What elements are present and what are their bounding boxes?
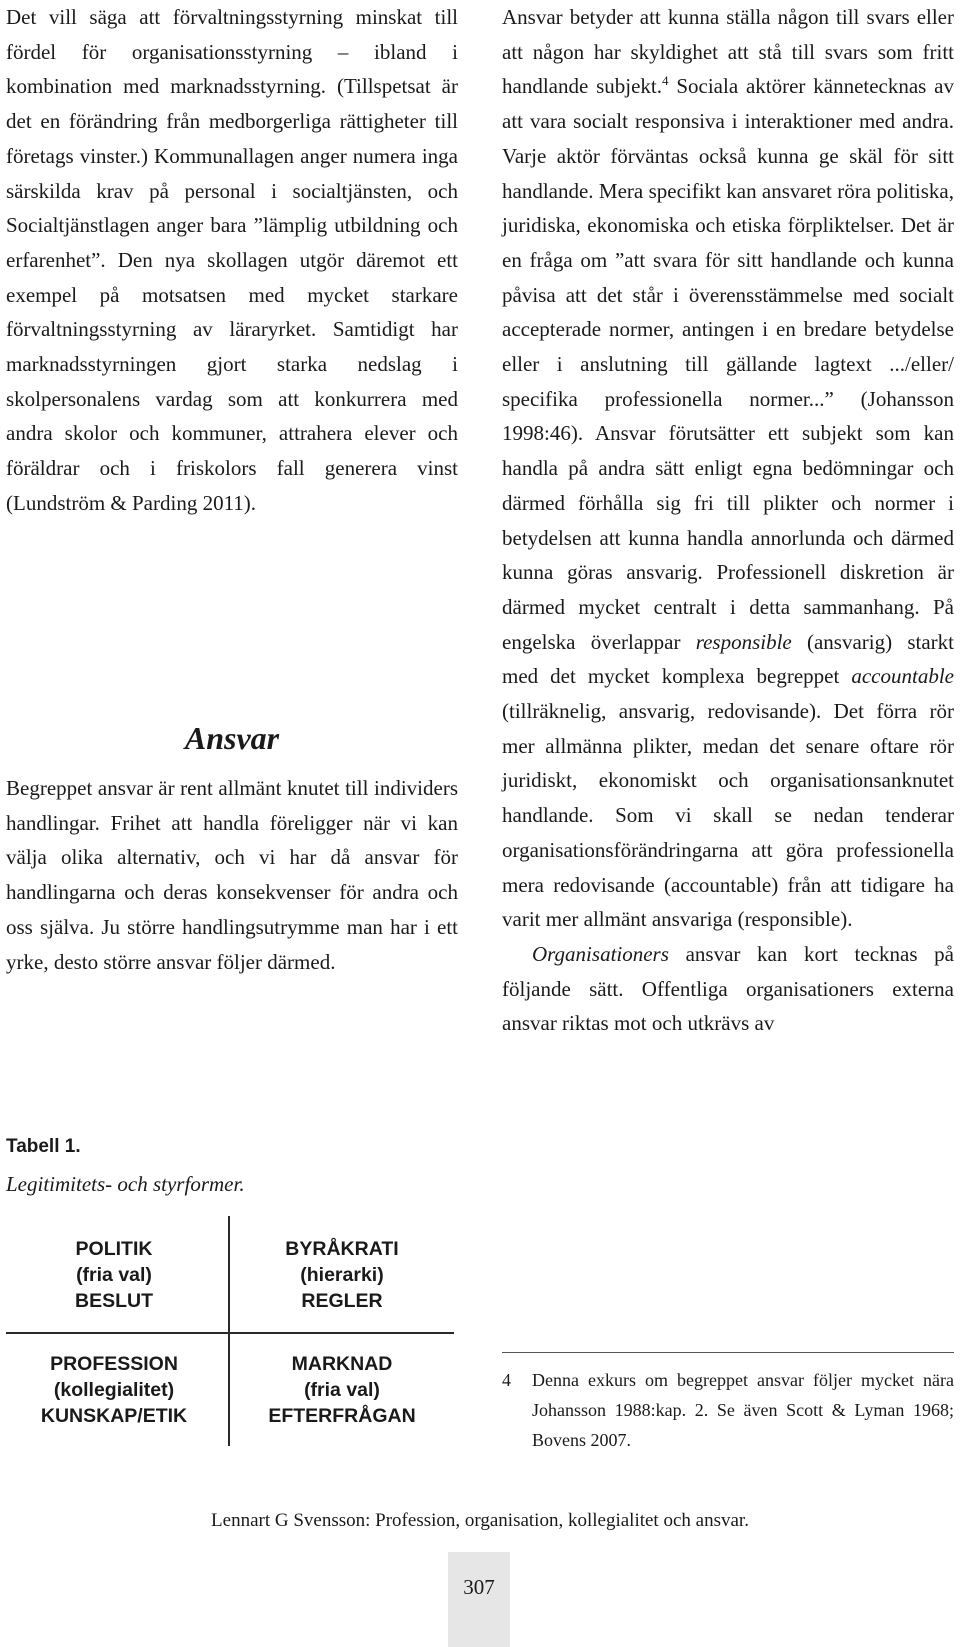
- cell-subtitle: (kollegialitet): [53, 1379, 175, 1401]
- text-run: ansvar kan kort tecknas på följande sätt. Offentliga organisationers externa ansvar riktas mot och utkrävs av: [502, 941, 954, 1036]
- text-run: (tillräknelig, ansvarig, redovisande). Det förra rör mer allmänna plikter, medan det senare oftare rör juridiskt, ekonomiskt och organisationsanknutet handlande. Som vi skall se nedan tenderar organisationsförändringarna att göra professionella mera redovisande (accountable) från att tidigare ha varit mer allmänt ansvariga (responsible).: [502, 699, 954, 932]
- section-heading: Ansvar: [184, 720, 280, 756]
- running-footer: Lennart G Svensson: Profession, organisation, kollegialitet och ansvar.: [211, 1510, 749, 1531]
- footnote-text: Denna exkurs om begreppet ansvar följer mycket nära Johansson 1988:kap. 2. Se även Scott & Lyman 1968; Bovens 2007.: [532, 1370, 954, 1450]
- table-cell-marknad: [232, 1351, 452, 1429]
- cell-basis: KUNSKAP/ETIK: [40, 1405, 188, 1427]
- cell-title: POLITIK: [75, 1238, 153, 1260]
- footnote-reference: 4: [662, 73, 669, 89]
- cell-title: MARKNAD: [291, 1353, 393, 1375]
- right-body-text: [502, 0, 954, 1041]
- table-horizontal-divider: [6, 1332, 454, 1334]
- term-responsible: responsible: [695, 629, 792, 654]
- cell-subtitle: (fria val): [304, 1379, 380, 1401]
- footnote-rule: [502, 1352, 954, 1353]
- cell-basis: EFTERFRÅGAN: [268, 1405, 416, 1427]
- table-cell-politik: [4, 1236, 224, 1314]
- table-cell-profession: [4, 1351, 224, 1429]
- cell-subtitle: (fria val): [76, 1264, 152, 1286]
- left-body-text: [6, 0, 458, 521]
- table-vertical-divider: [228, 1216, 230, 1446]
- paragraph-ansvar-intro: Begreppet ansvar är rent allmänt knutet till individers handlingar. Frihet att handla föreligger när vi kan välja olika alternativ, och vi har då ansvar för handlingarna och deras konsekvenser för andra och oss själva. Ju större handlingsutrymme man har i ett yrke, desto större ansvar följer därmed.: [6, 776, 458, 974]
- term-accountable: accountable: [851, 664, 954, 689]
- text-run: (ansvarig) starkt med det mycket komplexa begreppet: [502, 629, 954, 689]
- table-cell-byrakrati: [232, 1236, 452, 1314]
- footnote-number: 4: [502, 1370, 511, 1390]
- footnote: [502, 1365, 954, 1455]
- page-number: 307: [463, 1575, 495, 1599]
- table-caption: Legitimitets- och styrformer.: [6, 1172, 245, 1196]
- paragraph-styrning: Det vill säga att förvaltningsstyrning minskat till fördel för organisationsstyrning – ibland i kombination med marknadsstyrning. (Tillspetsat är det en förändring från medborgerliga rättigheter till företags vinster.) Kommunallagen anger numera inga särskilda krav på personal i socialtjänsten, och Socialtjänstlagen anger bara ”lämplig utbildning och erfarenhet”. Den nya skollagen utgör däremot ett exempel på motsatsen med mycket starkare förvaltningsstyrning av läraryrket. Samtidigt har marknadsstyrningen gjort starka nedslag i skolpersonalens vardag som att konkurrera med andra skolor och kommuner, attrahera elever och föräldrar och i friskolors fall generera vinst (Lundström & Parding 2011).: [6, 5, 458, 515]
- cell-title: BYRÅKRATI: [285, 1238, 399, 1260]
- paragraph-ansvar-definition: [502, 0, 954, 937]
- cell-title: PROFESSION: [50, 1353, 178, 1375]
- table-label: Tabell 1.: [6, 1136, 81, 1157]
- text-run: Ansvar betyder att kunna ställa någon till svars eller att någon har skyldighet att stå till svars som fritt handlande subjekt.: [502, 5, 954, 99]
- left-body-text-2: [6, 771, 458, 979]
- cell-subtitle: (hierarki): [300, 1264, 384, 1286]
- text-run: Sociala aktörer kännetecknas av att vara socialt responsiva i interaktioner med andra. Varje aktör förväntas också kunna ge skäl för sitt handlande. Mera specifikt kan ansvaret röra politiska, juridiska, ekonomiska och etiska förpliktelser. Det är en fråga om ”att svara för sitt handlande och kunna påvisa att det står i överensstämmelse med socialt accepterade normer, antingen i en bredare betydelse eller i anslutning till gällande lagtext .../eller/ specifika professionella normer...” (Johansson 1998:46). Ansvar förutsätter ett subjekt som kan handla på andra sätt enligt egna bedömningar och därmed förhålla sig fri till plikter och normer i betydelsen att kunna handla annorlunda och därmed kunna göras ansvarig. Professionell diskretion är därmed mycket centralt i detta sammanhang. På engelska överlappar: [502, 74, 954, 654]
- cell-basis: BESLUT: [75, 1290, 153, 1312]
- term-organisationers: Organisationers: [532, 941, 669, 966]
- cell-basis: REGLER: [301, 1290, 383, 1312]
- paragraph-organisationers-ansvar: [502, 937, 954, 1041]
